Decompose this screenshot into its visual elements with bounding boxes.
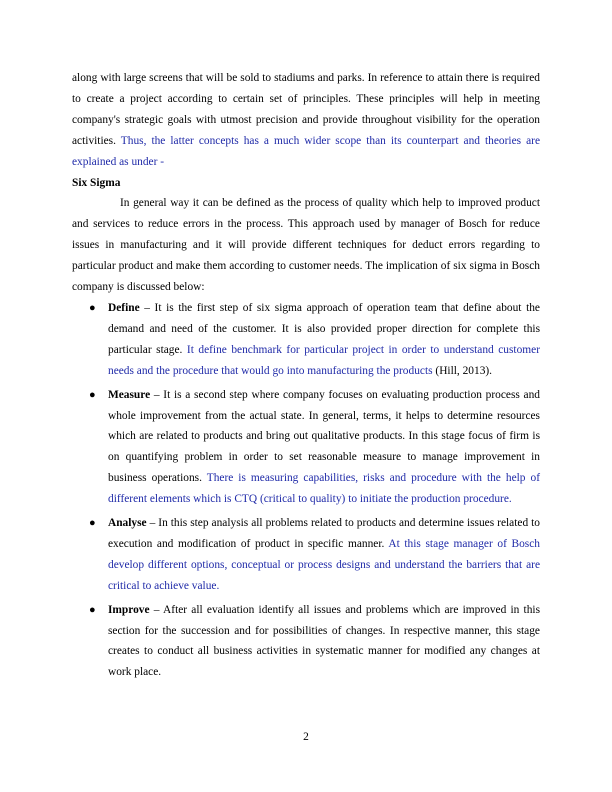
bullet-term: Analyse	[108, 517, 147, 530]
bullet-text: – In this step analysis all problems related to products and determine issues related to execution and modification of product in specific manner.	[108, 517, 540, 550]
intro-paragraph	[72, 68, 540, 173]
bullet-list	[72, 298, 540, 683]
list-item-analyse	[72, 513, 540, 597]
bullet-icon: ●	[89, 388, 96, 401]
list-item-improve	[72, 600, 540, 684]
intro-highlight: Thus, the latter concepts has a much wider scope than its counterpart and theories are explained as under -	[72, 134, 540, 168]
bullet-highlight: At this stage manager of Bosch develop different options, conceptual or process designs and understand the barriers that are critical to achieve value.	[108, 537, 540, 592]
bullet-icon: ●	[89, 301, 96, 314]
bullet-highlight: There is measuring capabilities, risks and procedure with the help of different elements which is CTQ (critical to quality) to initiate the production procedure.	[108, 472, 540, 506]
bullet-term: Improve	[108, 603, 150, 616]
bullet-text: – After all evaluation identify all issues and problems which are improved in this section for the succession and for possibilities of changes. In respective manner, this stage creates to conduct all business activities in systematic manner for modified any changes at work place.	[108, 603, 540, 679]
list-item-define	[72, 298, 540, 382]
list-item-measure	[72, 385, 540, 510]
bullet-highlight: It define benchmark for particular project in order to understand customer needs and the procedure that would go into manufacturing the products	[108, 343, 540, 377]
section-paragraph: In general way it can be defined as the process of quality which help to improved product and services to reduce errors in the process. This approach used by manager of Bosch for reduce issues in manufacturing and it will provide different techniques for deduct errors regarding to particular product and make them according to customer needs. The implication of six sigma in Bosch company is discussed below:	[72, 197, 540, 294]
bullet-text: – It is the first step of six sigma approach of operation team that define about the demand and need of the customer. It is also provided proper direction for complete this particular stage.	[108, 301, 540, 356]
section-heading: Six Sigma	[72, 176, 121, 189]
bullet-after: (Hill, 2013).	[432, 364, 493, 377]
bullet-term: Measure	[108, 388, 151, 401]
bullet-icon: ●	[89, 603, 96, 616]
bullet-icon: ●	[89, 517, 96, 530]
intro-text: along with large screens that will be sold to stadiums and parks. In reference to attain there is required to create a project according to certain set of principles. These principles will help in meeting company's strategic goals with utmost precision and provide throughout visibility for the operation activities.	[72, 72, 540, 147]
page-number: 2	[303, 731, 309, 743]
bullet-text: – It is a second step where company focuses on evaluating production process and whole improvement from the actual state. In general, terms, it helps to determine resources which are related to products and bring out qualitative products. In this stage focus of firm is on quantifying problem in order to set reasonable measure to manage improvement in business operations.	[108, 388, 540, 485]
bullet-term: Define	[108, 301, 140, 314]
document-page	[72, 68, 540, 683]
